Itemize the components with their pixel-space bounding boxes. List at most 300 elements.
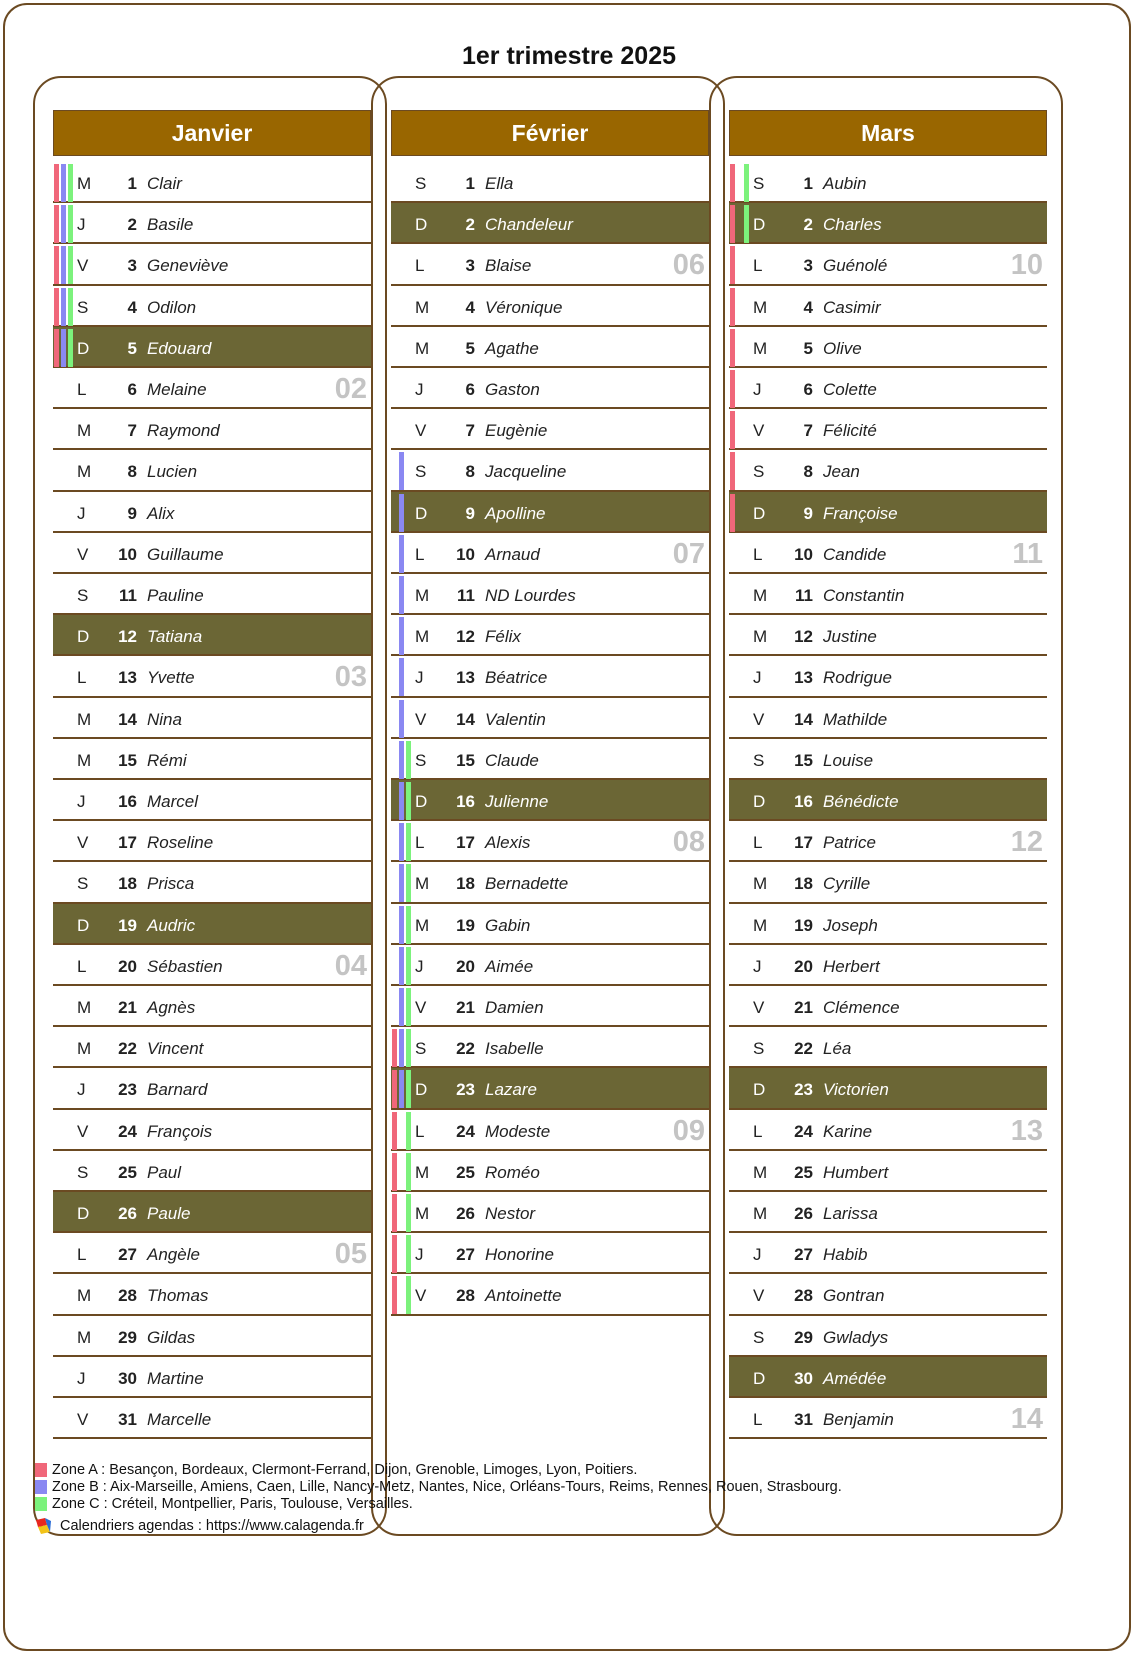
zone-b-holiday-bar [399,741,404,779]
day-letter: M [753,297,768,317]
day-number: 29 [794,1327,813,1347]
day-letter: M [415,627,430,647]
zone-b-holiday-bar [61,288,66,326]
zone-b-holiday-bar [399,906,404,944]
day-number: 1 [803,174,813,193]
day-number: 19 [794,915,813,935]
day-number: 7 [465,421,475,441]
saint-name: ND Lourdes [485,586,576,605]
day-row [391,450,709,491]
zone-c-holiday-bar [68,246,73,284]
day-row [53,862,371,903]
day-row-sunday [53,904,371,945]
day-number: 22 [118,1039,137,1059]
saint-name: Guénolé [823,256,888,276]
day-letter: M [77,421,92,441]
day-number: 29 [118,1327,137,1347]
saint-name: Jean [823,462,860,482]
credit-line[interactable] [35,1514,364,1538]
day-letter: M [77,1327,92,1347]
zone-b-swatch [35,1480,47,1494]
day-row [53,1316,371,1357]
day-number: 20 [456,956,475,976]
day-number: 3 [465,256,475,276]
day-row [53,409,371,450]
day-number: 6 [465,380,475,399]
day-number: 20 [794,956,813,976]
day-row [53,286,371,327]
day-number: 6 [127,380,137,399]
saint-name: Félix [485,627,521,647]
saint-name: Lazare [485,1080,537,1100]
day-letter: V [415,421,427,441]
day-number: 7 [803,421,813,441]
saint-name: Martine [147,1368,204,1388]
saint-name: Chandeleur [485,215,573,235]
zone-c-holiday-bar [406,947,411,985]
zone-a-holiday-bar [392,1153,397,1191]
month-column-janvier [33,76,387,1536]
day-letter: L [415,544,425,564]
day-letter: J [753,1245,762,1265]
day-number: 13 [456,668,475,688]
day-letter: L [753,256,763,276]
zone-b-holiday-bar [399,864,404,902]
day-letter: L [77,1245,87,1265]
day-row [53,1110,371,1151]
day-number: 6 [803,380,813,399]
saint-name: Casimir [823,297,881,317]
zone-c-holiday-bar [406,1235,411,1273]
saint-name: Claude [485,750,539,770]
zone-b-holiday-bar [61,329,66,367]
zone-a-holiday-bar [392,1112,397,1150]
day-letter: S [753,1327,765,1347]
saint-name: Honorine [485,1245,554,1265]
day-row [391,615,709,656]
saint-name: Valentin [485,709,546,729]
day-letter: M [415,874,430,894]
day-row-sunday [53,327,371,368]
day-letter: J [77,792,86,811]
day-row-sunday [729,1068,1047,1109]
day-number: 25 [794,1162,813,1182]
day-row [729,327,1047,368]
zone-a-holiday-bar [54,205,59,243]
saint-name: Alix [147,503,175,523]
day-letter: L [753,1410,763,1429]
saint-name: Mathilde [823,709,888,729]
zone-c-holiday-bar [406,823,411,861]
saint-name: Larissa [823,1204,878,1223]
day-row [729,162,1047,203]
week-number: 14 [1010,1403,1043,1435]
day-number: 19 [456,915,475,935]
zone-c-holiday-bar [68,288,73,326]
saint-name: Louise [823,750,874,770]
day-row [391,1192,709,1233]
day-letter: J [77,1080,86,1100]
saint-name: Edouard [147,338,212,358]
day-letter: D [753,1080,766,1100]
day-letter: V [415,998,427,1017]
day-letter: V [77,544,89,564]
day-number: 23 [456,1080,475,1100]
saint-name: Roméo [485,1162,540,1182]
day-row [729,698,1047,739]
day-number: 20 [118,956,137,976]
week-number: 07 [672,537,705,570]
saint-name: Paule [147,1204,191,1223]
saint-name: Clémence [823,998,900,1017]
week-number: 03 [334,661,367,694]
credit-text[interactable]: Calendriers agendas : https://www.calagenda.fr [60,1518,364,1534]
day-number: 15 [794,750,813,770]
zone-b-holiday-bar [399,535,404,573]
day-letter: J [415,956,424,976]
day-row [53,492,371,533]
day-letter: M [415,586,430,605]
day-row [391,1110,709,1151]
day-row [391,368,709,409]
day-letter: S [77,874,89,894]
week-number: 12 [1010,826,1043,859]
zone-a-holiday-bar [392,1070,397,1108]
day-letter: M [415,915,430,935]
saint-name: Arnaud [485,544,540,564]
day-number: 1 [127,174,137,193]
day-row [729,533,1047,574]
zone-a-holiday-bar [54,164,59,202]
day-row-sunday [729,203,1047,244]
zone-c-holiday-bar [406,782,411,820]
day-row [729,821,1047,862]
saint-name: Raymond [147,421,220,441]
day-letter: S [77,297,89,317]
day-letter: D [77,627,90,647]
zone-b-holiday-bar [399,1070,404,1108]
day-number: 2 [803,215,813,235]
day-letter: S [77,586,89,605]
day-letter: L [77,380,87,399]
day-letter: L [753,1121,763,1141]
zone-a-holiday-bar [730,452,735,490]
day-row-sunday [729,492,1047,533]
day-letter: V [753,1286,765,1306]
day-letter: D [415,1080,428,1100]
zone-b-holiday-bar [399,988,404,1026]
saint-name: Colette [823,380,877,399]
day-letter: S [753,174,765,193]
day-row [391,945,709,986]
saint-name: Vincent [147,1039,204,1059]
saint-name: Modeste [485,1121,551,1141]
day-number: 1 [465,174,475,193]
day-number: 30 [118,1368,137,1388]
saint-name: Sébastien [147,956,223,976]
day-row-sunday [391,780,709,821]
day-row [729,286,1047,327]
day-number: 16 [794,792,813,811]
saint-name: Isabelle [485,1039,544,1059]
zone-c-holiday-bar [406,741,411,779]
day-row [729,450,1047,491]
day-number: 26 [456,1204,475,1223]
saint-name: Antoinette [485,1286,562,1306]
zone-b-holiday-bar [399,823,404,861]
saint-name: Paul [147,1162,182,1182]
day-number: 22 [456,1039,475,1059]
zone-a-holiday-bar [392,1276,397,1314]
day-letter: D [77,915,90,935]
saint-name: Françoise [823,503,898,523]
day-number: 30 [794,1368,813,1388]
day-letter: J [415,668,424,688]
zone-a-holiday-bar [392,1029,397,1067]
zone-c-holiday-bar [406,906,411,944]
day-letter: M [77,709,92,729]
day-number: 5 [803,338,813,358]
day-row [729,244,1047,285]
saint-name: Victorien [823,1080,889,1100]
zone-a-holiday-bar [730,288,735,326]
day-number: 12 [118,627,137,647]
day-letter: V [753,998,765,1017]
day-letter: J [77,503,86,523]
saint-name: Julienne [485,792,549,811]
day-number: 14 [794,709,813,729]
zone-c-holiday-bar [406,988,411,1026]
day-row [53,821,371,862]
saint-name: Rodrigue [823,668,892,688]
day-row [53,574,371,615]
zone-a-holiday-bar [730,370,735,408]
day-number: 19 [118,915,137,935]
saint-name: Benjamin [823,1410,894,1429]
month-column-mars [709,76,1063,1536]
day-row [53,1151,371,1192]
zone-b-holiday-bar [399,782,404,820]
day-letter: M [415,1204,430,1223]
day-letter: S [753,462,765,482]
saint-name: Léa [823,1039,852,1059]
day-row [53,368,371,409]
legend-zone-c [35,1496,842,1513]
day-number: 17 [794,833,813,853]
saint-name: Herbert [823,956,880,976]
day-number: 23 [118,1080,137,1100]
day-letter: M [753,915,768,935]
day-letter: D [415,503,428,523]
legend-zone-b [35,1479,842,1496]
day-row [391,244,709,285]
day-letter: V [753,709,765,729]
day-letter: S [415,750,427,770]
day-number: 26 [794,1204,813,1223]
day-row-sunday [391,203,709,244]
zone-a-holiday-bar [54,288,59,326]
saint-name: Justine [823,627,877,647]
day-number: 28 [456,1286,475,1306]
day-letter: D [415,792,428,811]
zone-c-holiday-bar [406,1153,411,1191]
day-row [391,904,709,945]
day-number: 16 [456,792,475,811]
zone-legend [35,1462,842,1513]
week-number: 11 [1012,537,1043,570]
day-row [391,739,709,780]
saint-name: Constantin [823,586,905,605]
day-letter: J [753,956,762,976]
day-row [53,986,371,1027]
day-row [53,203,371,244]
saint-name: Apolline [485,503,546,523]
zone-a-holiday-bar [730,411,735,449]
day-number: 2 [465,215,475,235]
day-letter: M [753,1204,768,1223]
zone-c-holiday-bar [406,864,411,902]
day-number: 8 [803,462,813,482]
day-letter: D [753,1368,766,1388]
day-row-sunday [391,492,709,533]
day-row [391,1027,709,1068]
saint-name: Nestor [485,1204,536,1223]
day-number: 23 [794,1080,813,1100]
saint-name: Marcelle [147,1410,212,1429]
day-number: 4 [127,297,137,317]
day-letter: S [415,1039,427,1059]
day-number: 27 [118,1245,137,1265]
day-letter: M [415,1162,430,1182]
saint-name: Odilon [147,297,197,317]
day-row [53,244,371,285]
saint-name: François [147,1121,213,1141]
saint-name: Charles [823,215,882,235]
day-number: 27 [456,1245,475,1265]
zone-c-holiday-bar [406,1194,411,1232]
zone-a-swatch [35,1463,47,1477]
saint-name: Cyrille [823,874,871,894]
day-row [729,1192,1047,1233]
day-letter: J [753,380,762,399]
day-row [391,162,709,203]
day-number: 9 [803,503,813,523]
zone-a-holiday-bar [730,329,735,367]
day-number: 27 [794,1245,813,1265]
day-letter: S [753,1039,765,1059]
day-number: 2 [127,215,137,235]
legend-zone-a [35,1462,842,1479]
zone-b-holiday-bar [399,617,404,655]
zone-c-holiday-bar [68,329,73,367]
day-letter: S [415,174,427,193]
day-row [729,1316,1047,1357]
zone-a-holiday-bar [730,164,735,202]
day-letter: L [77,956,87,976]
saint-name: Gaston [485,380,540,399]
saint-name: Gontran [823,1286,885,1306]
day-number: 14 [456,709,475,729]
saint-name: Candide [823,544,887,564]
week-number: 09 [672,1114,705,1147]
day-number: 8 [465,462,475,482]
day-letter: L [415,833,425,853]
day-row [729,1274,1047,1315]
day-letter: L [77,668,87,688]
day-letter: M [77,998,92,1017]
zone-b-holiday-bar [61,246,66,284]
day-row [53,162,371,203]
day-row [53,1274,371,1315]
day-number: 10 [456,544,475,564]
month-header: Janvier [53,110,371,156]
saint-name: Lucien [147,462,198,482]
day-number: 12 [456,627,475,647]
saint-name: Prisca [147,874,195,894]
zone-a-holiday-bar [54,246,59,284]
calagenda-logo-icon [35,1517,53,1535]
saint-name: Aubin [823,174,867,193]
day-number: 4 [803,297,813,317]
day-letter: L [753,833,763,853]
zone-a-holiday-bar [54,329,59,367]
day-letter: D [753,215,766,235]
zone-b-holiday-bar [61,164,66,202]
saint-name: Joseph [823,915,878,935]
day-letter: D [753,792,766,811]
day-row [729,862,1047,903]
day-row [391,409,709,450]
zone-a-holiday-bar [392,1235,397,1273]
day-number: 25 [456,1162,475,1182]
day-row [391,986,709,1027]
day-letter: D [415,215,428,235]
day-row [53,945,371,986]
day-number: 13 [118,668,137,688]
day-letter: M [77,1286,92,1306]
zone-c-holiday-bar [406,1070,411,1108]
day-row [729,368,1047,409]
saint-name: Geneviève [147,256,229,276]
day-letter: V [415,1286,427,1306]
zone-b-holiday-bar [399,576,404,614]
day-number: 5 [465,338,475,358]
zone-c-holiday-bar [68,164,73,202]
day-number: 26 [118,1204,137,1223]
zone-c-holiday-bar [406,1029,411,1067]
day-number: 11 [119,586,137,605]
day-row [53,533,371,574]
day-row [53,1068,371,1109]
day-number: 22 [794,1039,813,1059]
day-row [53,1233,371,1274]
saint-name: Gabin [485,915,531,935]
day-letter: L [415,256,425,276]
day-number: 24 [794,1121,813,1141]
day-letter: V [415,709,427,729]
week-number: 13 [1010,1114,1043,1147]
saint-name: Marcel [147,792,199,811]
saint-name: Blaise [485,256,532,276]
zone-b-holiday-bar [399,700,404,738]
day-number: 17 [456,833,475,853]
day-letter: J [415,380,424,399]
day-letter: M [77,462,92,482]
zone-a-holiday-bar [730,494,735,532]
day-letter: M [77,750,92,770]
day-row-sunday [53,1192,371,1233]
day-row [729,1151,1047,1192]
